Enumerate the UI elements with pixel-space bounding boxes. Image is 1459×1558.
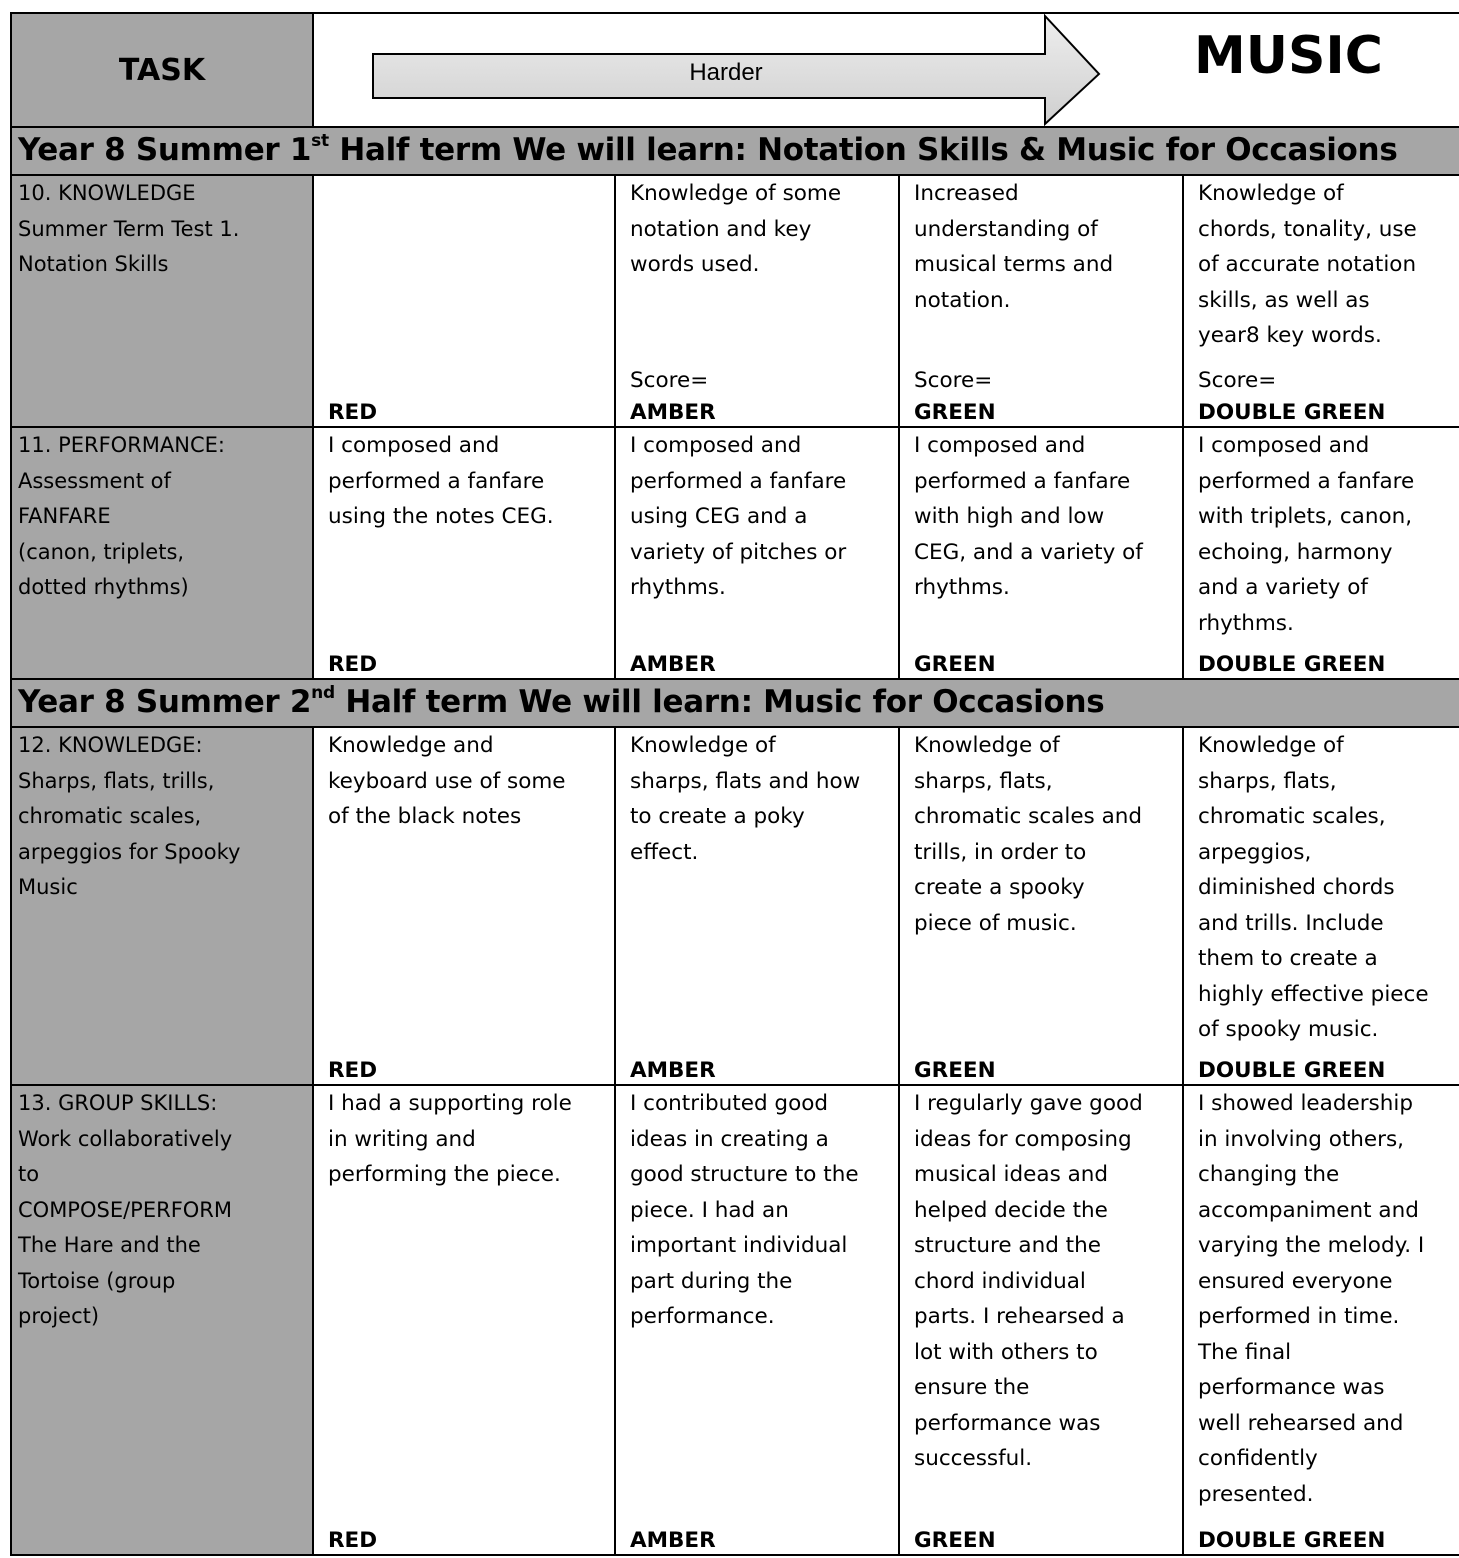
grade-label: DOUBLE GREEN bbox=[1198, 1053, 1385, 1089]
subject-title: MUSIC bbox=[1194, 26, 1383, 86]
section-title: Year 8 Summer 1st Half term We will learn: Notation Skills & Music for Occasions bbox=[12, 128, 1459, 168]
grade-label: DOUBLE GREEN bbox=[1198, 1523, 1385, 1558]
grade-label: AMBER bbox=[630, 1523, 716, 1558]
grade-label: RED bbox=[328, 395, 377, 431]
table-row bbox=[11, 727, 1459, 1085]
score-label: Score= bbox=[1198, 363, 1276, 399]
section-row bbox=[11, 127, 1459, 175]
harder-label: Harder bbox=[676, 59, 776, 87]
section-header bbox=[11, 127, 1459, 175]
grade-cell-green: Knowledge of sharps, flats, chromatic scales and trills, in order to create a spooky piece of music. GREEN bbox=[899, 727, 1183, 1085]
grade-label: AMBER bbox=[630, 1053, 716, 1089]
grade-label: GREEN bbox=[914, 395, 996, 431]
score-label: Score= bbox=[630, 363, 708, 399]
grade-cell-double-green: I showed leadership in involving others, changing the accompaniment and varying the melody. I ensured everyone performed in time. The final performance was well rehearsed and confidently presented. DOUBLE GREEN bbox=[1183, 1085, 1459, 1555]
grade-cell-red: I had a supporting role in writing and performing the piece. RED bbox=[313, 1085, 615, 1555]
grade-label: AMBER bbox=[630, 647, 716, 683]
grade-cell-green: I regularly gave good ideas for composing musical ideas and helped decide the structure and the chord individual parts. I rehearsed a lot with others to ensure the performance was successful. GREEN bbox=[899, 1085, 1183, 1555]
grade-cell-amber: Knowledge of some notation and key words used. Score= AMBER bbox=[615, 175, 899, 427]
task-cell: 12. KNOWLEDGE: Sharps, flats, trills, chromatic scales, arpeggios for Spooky Music bbox=[11, 727, 313, 1085]
section-title: Year 8 Summer 2nd Half term We will learn: Music for Occasions bbox=[12, 680, 1459, 720]
grade-cell-red: Knowledge and keyboard use of some of the black notes RED bbox=[313, 727, 615, 1085]
grade-label: AMBER bbox=[630, 395, 716, 431]
grade-cell-double-green: I composed and performed a fanfare with triplets, canon, echoing, harmony and a variety of rhythms. DOUBLE GREEN bbox=[1183, 427, 1459, 679]
task-header-cell bbox=[11, 13, 313, 127]
table-row bbox=[11, 427, 1459, 679]
grade-label: GREEN bbox=[914, 1523, 996, 1558]
grade-cell-red: I composed and performed a fanfare using the notes CEG. RED bbox=[313, 427, 615, 679]
section-header bbox=[11, 679, 1459, 727]
grade-label: GREEN bbox=[914, 647, 996, 683]
grade-cell-amber: I contributed good ideas in creating a good structure to the piece. I had an important individual part during the performance. AMBER bbox=[615, 1085, 899, 1555]
grade-cell-green: I composed and performed a fanfare with high and low CEG, and a variety of rhythms. GREEN bbox=[899, 427, 1183, 679]
grade-label: DOUBLE GREEN bbox=[1198, 395, 1385, 431]
grade-label: RED bbox=[328, 1523, 377, 1558]
difficulty-header-cell bbox=[313, 13, 1459, 127]
task-cell: 10. KNOWLEDGE Summer Term Test 1. Notation Skills bbox=[11, 175, 313, 427]
task-cell: 11. PERFORMANCE: Assessment of FANFARE (canon, triplets, dotted rhythms) bbox=[11, 427, 313, 679]
score-label: Score= bbox=[914, 363, 992, 399]
grade-cell-amber: Knowledge of sharps, flats and how to create a poky effect. AMBER bbox=[615, 727, 899, 1085]
task-cell: 13. GROUP SKILLS: Work collaboratively to COMPOSE/PERFORM The Hare and the Tortoise (group project) bbox=[11, 1085, 313, 1555]
grade-label: RED bbox=[328, 647, 377, 683]
rubric-table bbox=[10, 12, 1459, 1556]
grade-label: RED bbox=[328, 1053, 377, 1089]
grade-cell-amber: I composed and performed a fanfare using CEG and a variety of pitches or rhythms. AMBER bbox=[615, 427, 899, 679]
grade-label: DOUBLE GREEN bbox=[1198, 647, 1385, 683]
task-header-label: TASK bbox=[119, 53, 205, 88]
section-row bbox=[11, 679, 1459, 727]
grade-cell-red bbox=[313, 175, 615, 427]
grade-label: GREEN bbox=[914, 1053, 996, 1089]
table-row bbox=[11, 175, 1459, 427]
table-row bbox=[11, 1085, 1459, 1555]
grade-cell-double-green: Knowledge of chords, tonality, use of accurate notation skills, as well as year8 key words. Score= DOUBLE GREEN bbox=[1183, 175, 1459, 427]
grade-cell-green: Increased understanding of musical terms and notation. Score= GREEN bbox=[899, 175, 1183, 427]
grade-cell-double-green: Knowledge of sharps, flats, chromatic scales, arpeggios, diminished chords and trills. Include them to create a highly effective piece of spooky music. DOUBLE GREEN bbox=[1183, 727, 1459, 1085]
